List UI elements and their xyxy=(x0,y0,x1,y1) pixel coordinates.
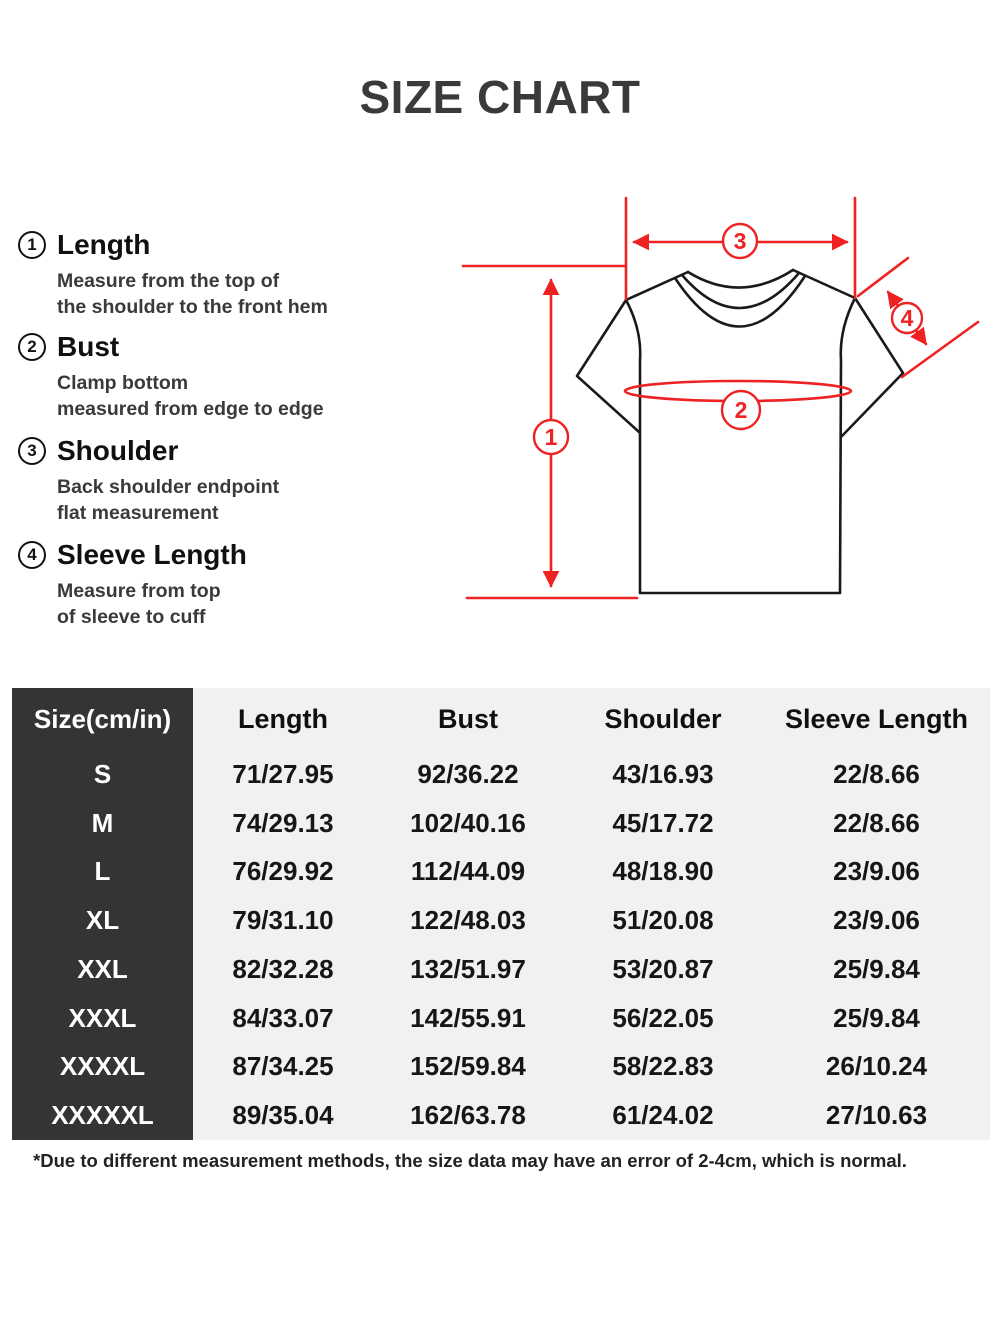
measurement-value-cell: 27/10.63 xyxy=(825,1100,928,1131)
measurement-value-cell: 26/10.24 xyxy=(825,1051,928,1082)
sleeve-tick-upper xyxy=(858,258,908,296)
size-table xyxy=(12,688,990,1140)
measurement-value-cell: 84/33.07 xyxy=(232,1002,334,1033)
measurement-value-cell: 25/9.84 xyxy=(833,1002,920,1033)
column-header: Shoulder xyxy=(604,703,722,734)
measurement-value-cell: 142/55.91 xyxy=(410,1002,526,1033)
measurement-value-cell: 23/9.06 xyxy=(833,905,920,936)
tshirt-left-sleeve xyxy=(577,300,639,432)
tshirt-outline xyxy=(577,270,903,593)
circled-number-2-icon: 2 xyxy=(18,333,46,361)
tshirt-collar xyxy=(675,270,805,327)
measurement-value-cell: 45/17.72 xyxy=(612,807,714,838)
legend-label-length: Length xyxy=(57,229,151,260)
measurement-guides xyxy=(463,198,978,598)
legend-desc-bust xyxy=(57,370,438,422)
measurement-value-cell: 71/27.95 xyxy=(232,758,334,789)
size-label-cell: XXL xyxy=(12,945,193,994)
measurement-value-cell: 79/31.10 xyxy=(232,905,334,936)
legend-desc-sleeve-length xyxy=(57,578,438,630)
measurement-value-cell: 61/24.02 xyxy=(612,1100,714,1131)
measurement-value-cell: 87/34.25 xyxy=(232,1051,334,1082)
marker-2: 2 xyxy=(734,397,748,423)
legend-desc-line: Clamp bottom xyxy=(57,372,189,394)
diagram-markers xyxy=(534,224,922,454)
size-label-cell: XL xyxy=(12,896,193,945)
size-label-cell: M xyxy=(12,799,193,848)
page-title: SIZE CHART xyxy=(359,71,641,123)
size-column-header: Size(cm/in) xyxy=(12,688,193,750)
legend-item-bust xyxy=(18,330,438,422)
column-header: Bust xyxy=(438,703,498,734)
measurement-value-cell: 152/59.84 xyxy=(410,1051,526,1082)
legend-desc-line: of sleeve to cuff xyxy=(57,606,206,628)
legend-desc-line: the shoulder to the front hem xyxy=(57,296,328,318)
legend-desc-line: flat measurement xyxy=(57,502,219,524)
legend-desc-line: Measure from the top of xyxy=(57,270,280,292)
legend-head-bust xyxy=(18,330,438,364)
measurement-value-cell: 132/51.97 xyxy=(410,953,526,984)
footnote: *Due to different measurement methods, the size data may have an error of 2-4cm, which is normal. xyxy=(33,1150,907,1171)
column-header: Length xyxy=(238,703,328,734)
measurement-value-cell: 23/9.06 xyxy=(833,856,920,887)
measurement-value-cell: 162/63.78 xyxy=(410,1100,526,1131)
column-header: Sleeve Length xyxy=(784,703,969,734)
measurement-value-cell: 58/22.83 xyxy=(612,1051,714,1082)
measurement-value-cell: 89/35.04 xyxy=(232,1100,334,1131)
measurement-value-cell: 43/16.93 xyxy=(612,758,714,789)
measurement-value-cell: 92/36.22 xyxy=(417,758,519,789)
tshirt-body xyxy=(626,270,855,593)
measurement-value-cell: 51/20.08 xyxy=(612,905,714,936)
legend-item-length xyxy=(18,228,438,320)
legend-desc-line: measured from edge to edge xyxy=(57,398,324,420)
size-label-cell: XXXXXL xyxy=(12,1091,193,1140)
circled-number-1-icon: 1 xyxy=(18,231,46,259)
size-label-cell: XXXXL xyxy=(12,1043,193,1092)
measurement-value-cell: 122/48.03 xyxy=(410,905,526,936)
legend-desc-shoulder xyxy=(57,474,438,526)
size-label-cell: L xyxy=(12,848,193,897)
legend-head-shoulder xyxy=(18,434,438,468)
measurement-value-cell: 76/29.92 xyxy=(232,856,334,887)
size-label-cell: S xyxy=(12,750,193,799)
legend-label-sleeve-length: Sleeve Length xyxy=(57,539,247,570)
size-label-cell: XXXL xyxy=(12,994,193,1043)
measurement-value-cell: 56/22.05 xyxy=(612,1002,714,1033)
measurement-value-cell: 112/44.09 xyxy=(410,856,526,887)
legend-item-sleeve-length xyxy=(18,538,438,630)
legend-desc-line: Back shoulder endpoint xyxy=(57,476,280,498)
legend-label-bust: Bust xyxy=(57,331,120,362)
legend-label-shoulder: Shoulder xyxy=(57,435,179,466)
measurement-value-cell: 74/29.13 xyxy=(232,807,334,838)
legend-item-shoulder xyxy=(18,434,438,526)
measurement-value-cell: 22/8.66 xyxy=(833,758,920,789)
measurement-value-cell: 102/40.16 xyxy=(410,807,526,838)
circled-number-4-icon: 4 xyxy=(18,541,46,569)
marker-3: 3 xyxy=(733,228,747,254)
measurement-value-cell: 53/20.87 xyxy=(612,953,714,984)
measurement-value-cell: 48/18.90 xyxy=(612,856,714,887)
measurement-value-cell: 22/8.66 xyxy=(833,807,920,838)
legend-head-sleeve-length xyxy=(18,538,438,572)
marker-1: 1 xyxy=(544,424,558,450)
legend-desc-length xyxy=(57,268,438,320)
measurement-value-cell: 25/9.84 xyxy=(833,953,920,984)
legend-desc-line: Measure from top xyxy=(57,580,221,602)
tshirt-measurement-diagram xyxy=(440,185,1000,665)
legend-head-length xyxy=(18,228,438,262)
circled-number-3-icon: 3 xyxy=(18,437,46,465)
measurement-value-cell: 82/32.28 xyxy=(232,953,334,984)
marker-4: 4 xyxy=(900,305,914,331)
